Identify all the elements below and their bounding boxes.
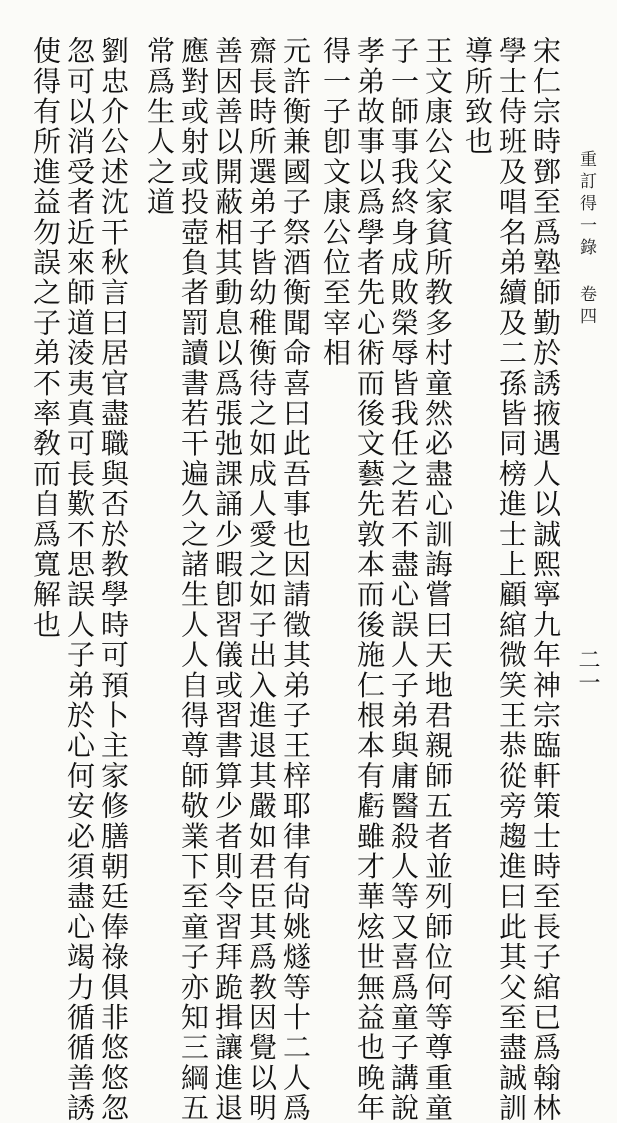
text-column: 忽可以消受者近來師道淩夷真可長歎不思誤人子弟於心何安必須盡心竭力循循善誘 bbox=[63, 36, 96, 1123]
text-column: 齋長時所選弟子皆幼稚衡待之如成人愛之如子出入進退其嚴如君臣其爲教因覺以明 bbox=[245, 36, 278, 1123]
text-column: 善因善以開蔽相其動息以爲張弛課誦少暇卽習儀或習書算少者則令習拜跪揖讓進退 bbox=[211, 36, 244, 1123]
text-column: 學士侍班及唱名弟續及二孫皆同榜進士上顧綰微笑王恭從旁趨進曰此其父至盡誠訓 bbox=[495, 36, 528, 1123]
text-column: 導所致也 bbox=[461, 36, 494, 157]
page-number: 二一 bbox=[575, 648, 600, 694]
text-column: 使得有所進益勿誤之子弟不率敎而自爲寬解也 bbox=[29, 36, 62, 640]
text-column: 子一師事我終身成敗榮辱皆我任之若不盡心誤人子弟與庸醫殺人等又喜爲童子講說 bbox=[387, 36, 420, 1123]
text-column: 劉忠介公述沈干秋言曰居官盡職與否於教學時可預卜主家修膳朝廷俸祿俱非悠悠忽 bbox=[97, 36, 130, 1123]
text-column: 得一子卽文康公位至宰相 bbox=[319, 36, 352, 369]
text-column: 元許衡兼國子祭酒衡聞命喜曰此吾事也因請徵其弟子王梓耶律有尙姚燧等十二人爲 bbox=[279, 36, 312, 1123]
text-column: 孝弟故事以爲學者先心術而後文藝先敦本而後施仁根本有虧雖才華炫世無益也晚年 bbox=[353, 36, 386, 1123]
text-column: 王文康公父家貧所教多村童然必盡心訓誨嘗曰天地君親師五者並列師位何等尊重童 bbox=[421, 36, 454, 1123]
text-column: 宋仁宗時鄧至爲塾師勤於誘掖遇人以誠熙寧九年神宗臨軒策士時至長子綰已爲翰林 bbox=[529, 36, 562, 1123]
running-title: 重訂得一錄 卷四 bbox=[576, 150, 596, 329]
text-column: 常爲生人之道 bbox=[143, 36, 176, 218]
text-column: 應對或射或投壺負者罰讀書若干遍久之諸生人人自得尊師敬業下至童子亦知三綱五 bbox=[177, 36, 210, 1123]
